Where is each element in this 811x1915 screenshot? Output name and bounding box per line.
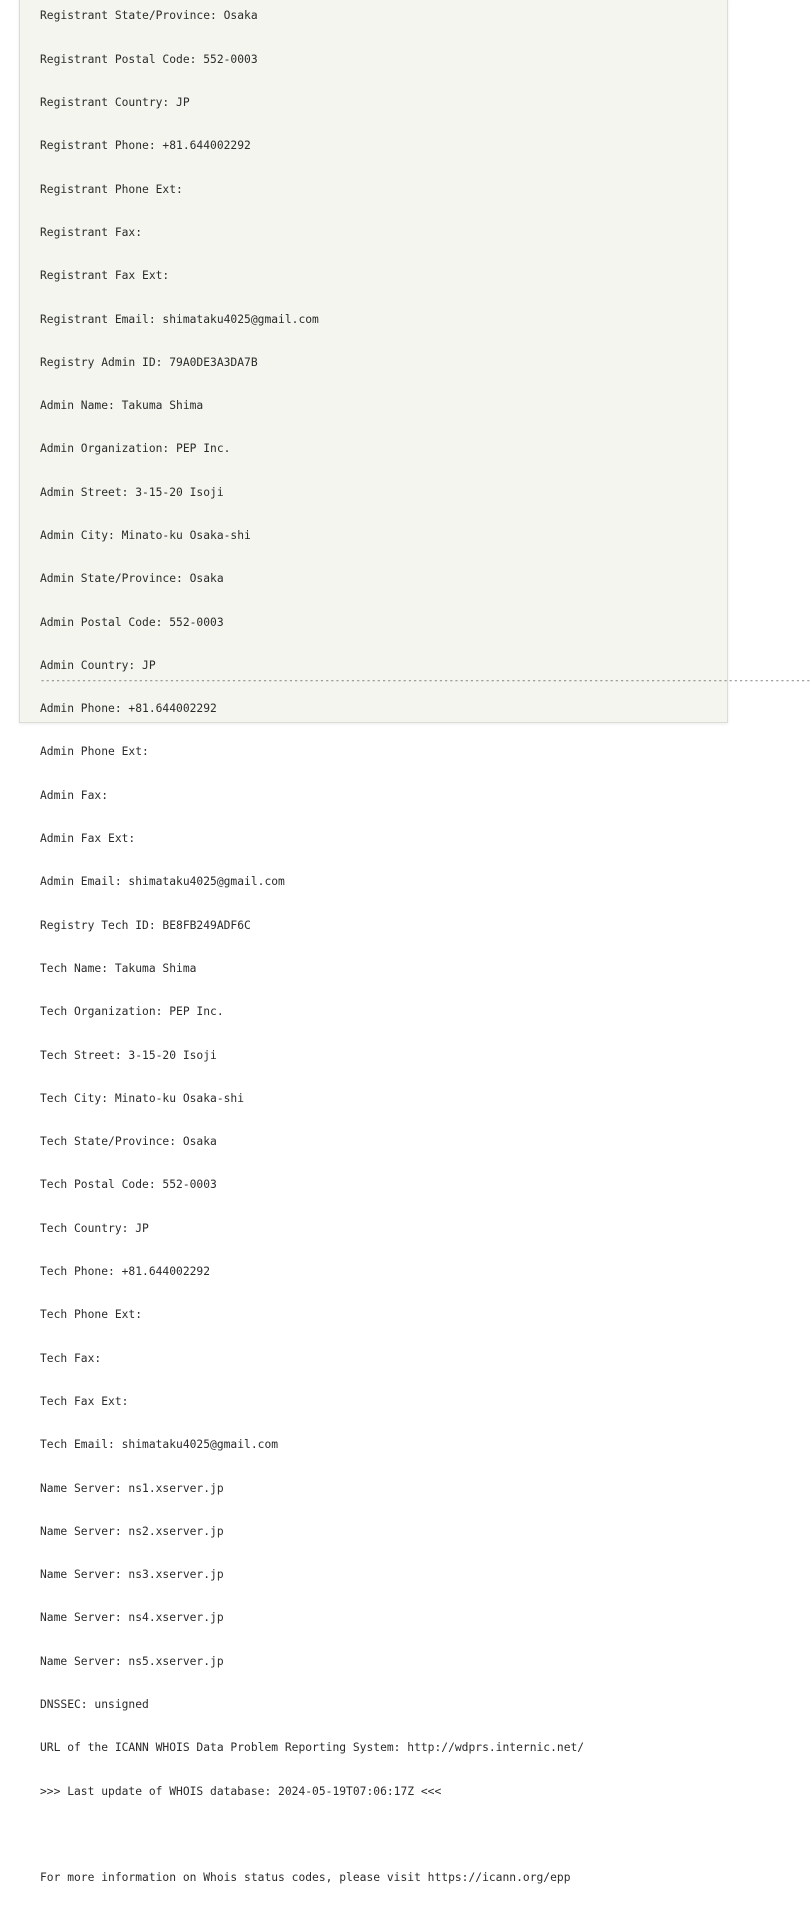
whois-line: Admin Name: Takuma Shima bbox=[40, 399, 204, 413]
whois-line: For more information on Whois status codes, please visit https://icann.org/epp bbox=[40, 1871, 571, 1885]
whois-line: Registrant State/Province: Osaka bbox=[40, 9, 258, 23]
whois-line: Tech Name: Takuma Shima bbox=[40, 961, 197, 975]
whois-line: Name Server: ns2.xserver.jp bbox=[40, 1524, 224, 1538]
whois-line: Registrant Email: shimataku4025@gmail.com bbox=[40, 312, 319, 326]
whois-line: Name Server: ns1.xserver.jp bbox=[40, 1481, 224, 1495]
whois-line: Tech Email: shimataku4025@gmail.com bbox=[40, 1438, 279, 1452]
whois-line: Tech Fax: bbox=[40, 1351, 102, 1365]
whois-line: Name Server: ns3.xserver.jp bbox=[40, 1568, 224, 1582]
whois-line: Admin Street: 3-15-20 Isoji bbox=[40, 485, 224, 499]
whois-line: Tech State/Province: Osaka bbox=[40, 1135, 217, 1149]
whois-line: Name Server: ns5.xserver.jp bbox=[40, 1654, 224, 1668]
whois-line: Tech City: Minato-ku Osaka-shi bbox=[40, 1091, 245, 1105]
whois-line: URL of the ICANN WHOIS Data Problem Reporting System: http://wdprs.internic.net/ bbox=[40, 1741, 585, 1755]
whois-line: Admin City: Minato-ku Osaka-shi bbox=[40, 529, 251, 542]
whois-line: Admin Email: shimataku4025@gmail.com bbox=[40, 875, 285, 889]
whois-line: Name Server: ns4.xserver.jp bbox=[40, 1611, 224, 1625]
whois-line: Tech Fax Ext: bbox=[40, 1394, 129, 1408]
whois-line: Admin Fax: bbox=[40, 788, 109, 802]
whois-raw-text bbox=[40, 0, 584, 1915]
whois-line: Admin Organization: PEP Inc. bbox=[40, 442, 231, 456]
whois-line: Registry Tech ID: BE8FB249ADF6C bbox=[40, 918, 251, 932]
whois-line: Registrant Fax Ext: bbox=[40, 269, 170, 283]
whois-line: Tech Organization: PEP Inc. bbox=[40, 1005, 224, 1019]
whois-line: Admin Fax Ext: bbox=[40, 832, 136, 846]
whois-line: Tech Phone: +81.644002292 bbox=[40, 1265, 211, 1279]
whois-line: Registry Admin ID: 79A0DE3A3DA7B bbox=[40, 355, 258, 369]
whois-line: Registrant Phone: +81.644002292 bbox=[40, 139, 251, 153]
whois-line: Tech Phone Ext: bbox=[40, 1308, 143, 1322]
whois-line: Tech Street: 3-15-20 Isoji bbox=[40, 1048, 217, 1062]
whois-line: Admin Country: JP bbox=[40, 658, 156, 672]
whois-line: DNSSEC: unsigned bbox=[40, 1698, 149, 1712]
whois-result-panel bbox=[19, 0, 811, 1885]
dashed-divider: ----------------------------------------------------------------------------------------------------------------------------------------------------- bbox=[40, 676, 811, 686]
whois-line: Admin Phone Ext: bbox=[40, 745, 149, 759]
whois-line: Registrant Fax: bbox=[40, 225, 143, 239]
whois-line: Registrant Country: JP bbox=[40, 96, 190, 110]
whois-line: Registrant Postal Code: 552-0003 bbox=[40, 52, 258, 66]
whois-line: Admin Postal Code: 552-0003 bbox=[40, 615, 224, 629]
whois-line: Registrant Phone Ext: bbox=[40, 182, 183, 196]
whois-line: Tech Postal Code: 552-0003 bbox=[40, 1178, 217, 1192]
whois-line bbox=[40, 1828, 584, 1842]
whois-line: Tech Country: JP bbox=[40, 1221, 149, 1235]
whois-line: >>> Last update of WHOIS database: 2024-05-19T07:06:17Z <<< bbox=[40, 1784, 442, 1798]
whois-line: Admin State/Province: Osaka bbox=[40, 572, 224, 586]
whois-line: Admin Phone: +81.644002292 bbox=[40, 702, 217, 716]
